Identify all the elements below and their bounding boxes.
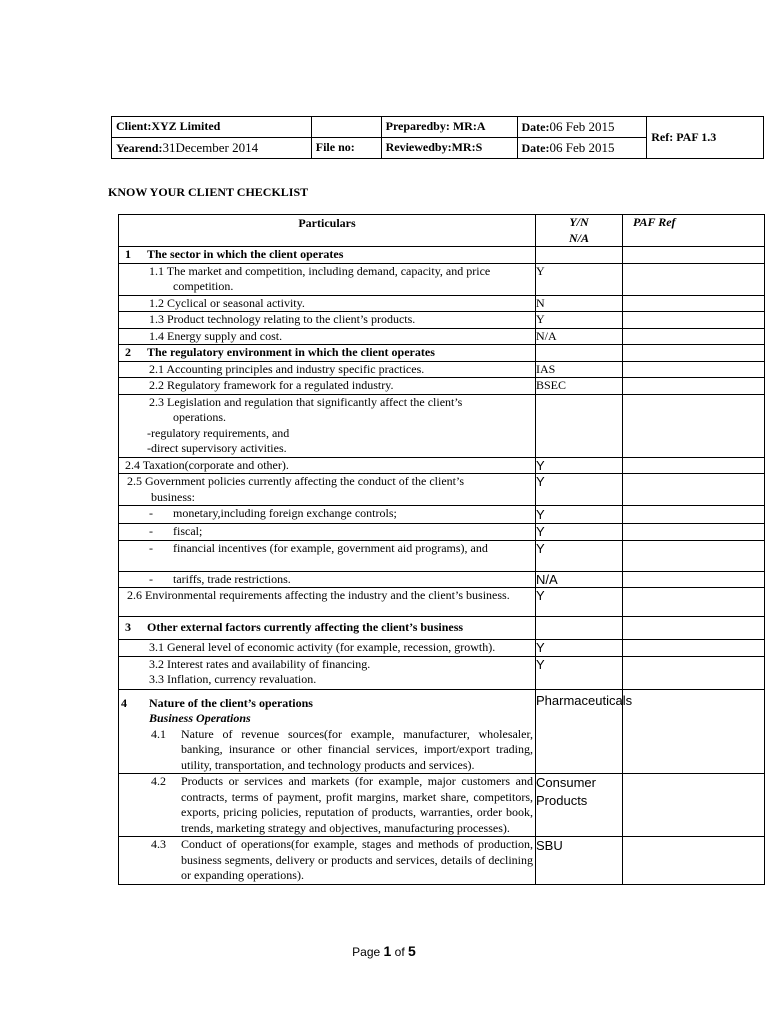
table-row	[119, 394, 765, 457]
answer-1-1: Y	[536, 263, 623, 295]
table-row	[119, 837, 765, 885]
item-1-2: 1.2 Cyclical or seasonal activity.	[119, 295, 536, 312]
item-2-5: 2.5 Government policies currently affecting the conduct of the client’s business:	[119, 474, 536, 506]
item-2-2: 2.2 Regulatory framework for a regulated industry.	[119, 378, 536, 395]
table-row	[119, 295, 765, 312]
table-row	[119, 474, 765, 506]
table-row	[119, 524, 765, 541]
section-1-title: 1 The sector in which the client operates	[119, 247, 536, 264]
item-2-5-tariffs: - tariffs, trade restrictions.	[119, 571, 536, 588]
table-row	[119, 312, 765, 329]
answer-2-4: Y	[536, 457, 623, 474]
table-row	[119, 689, 765, 774]
answer-2-6: Y	[536, 588, 623, 617]
yn-header: Y/N N/A	[536, 215, 623, 247]
answer-2-5-incentives: Y	[536, 540, 623, 571]
table-row	[119, 656, 765, 689]
item-3-2-3: 3.2 Interest rates and availability of financing. 3.3 Inflation, currency revaluation.	[119, 656, 536, 689]
checklist-table	[118, 214, 765, 885]
yearend-cell: Yearend:31December 2014	[112, 138, 312, 159]
item-4-2: 4.2 Products or services and markets (for example, major customers and contracts, terms of payment, profit margins, market share, competitors, exports, pricing policies, reputation of products, warranties, order book, trends, marketing strategy and objectives, manufacturing processes).	[119, 774, 536, 837]
section-3-title: 3 Other external factors currently affecting the client’s business	[119, 617, 536, 640]
table-row	[119, 506, 765, 524]
table-row	[119, 540, 765, 571]
file-no-blank	[311, 117, 381, 138]
item-2-1: 2.1 Accounting principles and industry specific practices.	[119, 361, 536, 378]
answer-2-5-tariffs: N/A	[536, 571, 623, 588]
item-1-3: 1.3 Product technology relating to the client’s products.	[119, 312, 536, 329]
item-2-5-incentives: - financial incentives (for example, government aid programs), and	[119, 540, 536, 571]
answer-4-2: Consumer Products	[536, 774, 623, 837]
section-row	[119, 247, 765, 264]
item-2-6: 2.6 Environmental requirements affecting the industry and the client’s business.	[119, 588, 536, 617]
item-2-4: 2.4 Taxation(corporate and other).	[119, 457, 536, 474]
answer-1-2: N	[536, 295, 623, 312]
item-1-1: 1.1 The market and competition, including demand, capacity, and price competition.	[119, 263, 536, 295]
item-2-5-monetary: - monetary,including foreign exchange controls;	[119, 506, 536, 524]
answer-2-2: BSEC	[536, 378, 623, 395]
answer-1-3: Y	[536, 312, 623, 329]
answer-2-5-fiscal: Y	[536, 524, 623, 541]
date2-cell: Date:06 Feb 2015	[517, 138, 647, 159]
table-row	[119, 378, 765, 395]
file-no-cell: File no:	[311, 138, 381, 159]
page-title: KNOW YOUR CLIENT CHECKLIST	[108, 185, 309, 199]
answer-3-1: Y	[536, 640, 623, 657]
table-row	[119, 457, 765, 474]
table-row	[119, 640, 765, 657]
table-row	[119, 328, 765, 345]
reviewed-cell: Reviewedby:MR:S	[381, 138, 517, 159]
item-2-5-fiscal: - fiscal;	[119, 524, 536, 541]
answer-4-3: SBU	[536, 837, 623, 885]
table-row	[119, 774, 765, 837]
header-table	[111, 116, 764, 159]
table-header-row	[119, 215, 765, 247]
prepared-cell: Preparedby: MR:A	[381, 117, 517, 138]
particulars-header: Particulars	[119, 215, 536, 247]
answer-4-1: Pharmaceuticals	[536, 689, 623, 774]
table-row	[119, 361, 765, 378]
client-cell: Client:XYZ Limited	[112, 117, 312, 138]
section-row	[119, 345, 765, 362]
item-3-1: 3.1 General level of economic activity (for example, recession, growth).	[119, 640, 536, 657]
item-4-3: 4.3 Conduct of operations(for example, stages and methods of production, business segments, delivery or products and services, details of declining or expanding operations).	[119, 837, 536, 885]
item-1-4: 1.4 Energy supply and cost.	[119, 328, 536, 345]
date1-cell: Date:06 Feb 2015	[517, 117, 647, 138]
answer-2-5-monetary: Y	[536, 506, 623, 524]
paf-ref-header: PAF Ref	[623, 215, 765, 247]
ref-cell: Ref: PAF 1.3	[647, 117, 764, 159]
answer-2-5: Y	[536, 474, 623, 506]
table-row	[119, 263, 765, 295]
table-row	[119, 588, 765, 617]
item-2-3: 2.3 Legislation and regulation that significantly affect the client’s operations. -regulatory requirements, and -direct supervisory activities.	[119, 394, 536, 457]
section-2-title: 2 The regulatory environment in which the client operates	[119, 345, 536, 362]
table-row	[119, 571, 765, 588]
section-row	[119, 617, 765, 640]
answer-3-2: Y	[536, 656, 623, 689]
answer-1-4: N/A	[536, 328, 623, 345]
item-4-1: 4 Nature of the client’s operations Business Operations 4.1 Nature of revenue sources(for example, manufacturer, wholesaler, banking, insurance or other financial services, import/export trading, utility, transportation, and technology products and services).	[119, 689, 536, 774]
page-footer: Page 1 of 5	[352, 943, 416, 959]
answer-2-1: IAS	[536, 361, 623, 378]
